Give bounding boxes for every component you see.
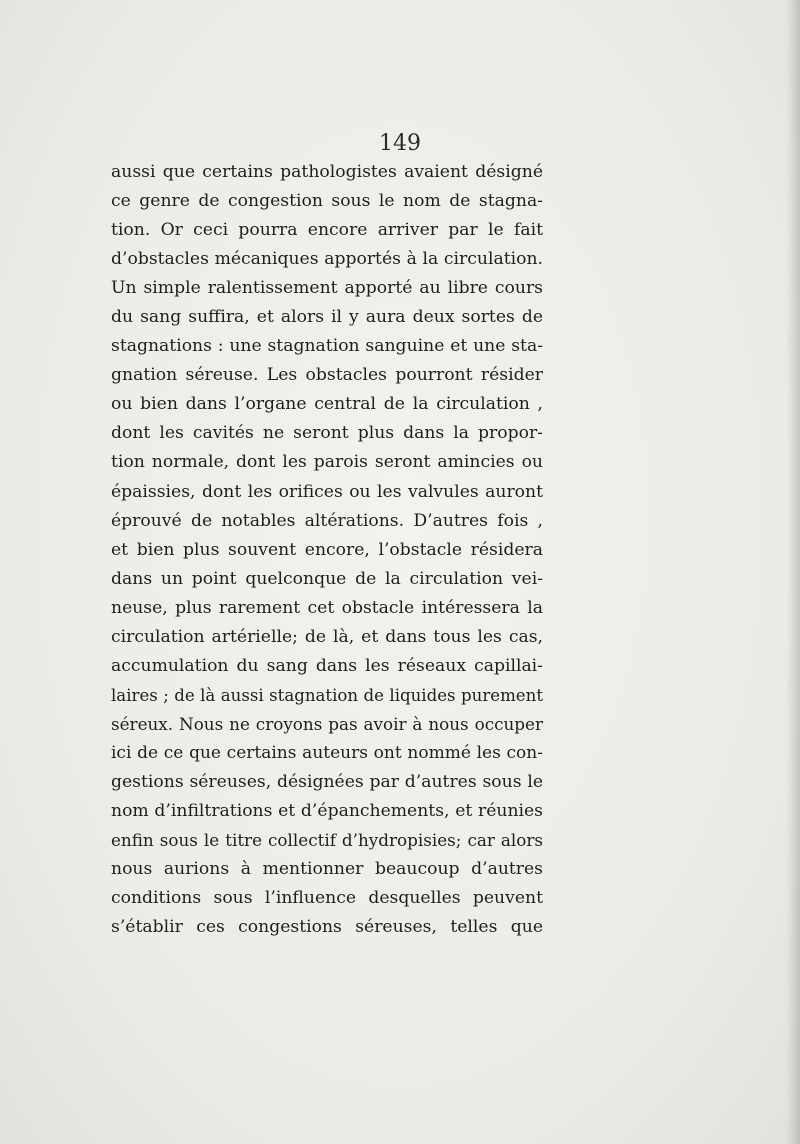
text-line-6: du sang suffira, et alors il y aura deux sortes de xyxy=(111,307,543,328)
text-line-11: tion normale, dont les parois seront amincies ou xyxy=(111,452,543,473)
text-line-22: gestions séreuses, désignées par d’autres sous le xyxy=(111,771,543,792)
text-line-2: ce genre de congestion sous le nom de stagna- xyxy=(111,191,543,212)
text-line-5: Un simple ralentissement apporté au libre cours xyxy=(111,278,543,299)
text-line-24: enfin sous le titre collectif d’hydropisies; car alors xyxy=(111,830,543,851)
text-line-14: et bien plus souvent encore, l’obstacle résidera xyxy=(111,539,543,560)
text-line-7: stagnations : une stagnation sanguine et une sta- xyxy=(111,336,543,357)
text-line-12: épaissies, dont les orifices ou les valvules auront xyxy=(111,481,543,502)
text-line-15: dans un point quelconque de la circulation vei- xyxy=(111,568,543,589)
text-line-21: ici de ce que certains auteurs ont nommé les con- xyxy=(111,742,543,763)
page-number: 149 xyxy=(379,131,421,156)
text-line-8: gnation séreuse. Les obstacles pourront résider xyxy=(111,365,543,386)
text-line-27: s’établir ces congestions séreuses, telles que xyxy=(111,917,543,938)
body-text xyxy=(111,158,543,942)
page-edge-shadow xyxy=(786,0,800,1144)
text-line-4: d’obstacles mécaniques apportés à la circulation. xyxy=(111,249,543,270)
text-line-19: laires ; de là aussi stagnation de liquides purement xyxy=(111,685,543,705)
text-line-1: aussi que certains pathologistes avaient désigné xyxy=(111,162,543,182)
text-line-25: nous aurions à mentionner beaucoup d’autres xyxy=(111,859,543,880)
text-line-9: ou bien dans l’organe central de la circulation , xyxy=(111,394,543,415)
text-line-23: nom d’infiltrations et d’épanchements, et réunies xyxy=(111,801,543,822)
text-line-3: tion. Or ceci pourra encore arriver par le fait xyxy=(111,220,543,241)
text-line-18: accumulation du sang dans les réseaux capillai- xyxy=(111,655,543,676)
text-line-20: séreux. Nous ne croyons pas avoir à nous occuper xyxy=(111,713,543,734)
text-line-16: neuse, plus rarement cet obstacle intéressera la xyxy=(111,597,543,618)
text-line-26: conditions sous l’influence desquelles peuvent xyxy=(111,888,543,909)
text-line-17: circulation artérielle; de là, et dans tous les cas, xyxy=(111,626,543,647)
text-line-13: éprouvé de notables altérations. D’autres fois , xyxy=(111,510,543,531)
text-line-10: dont les cavités ne seront plus dans la propor- xyxy=(111,423,543,444)
